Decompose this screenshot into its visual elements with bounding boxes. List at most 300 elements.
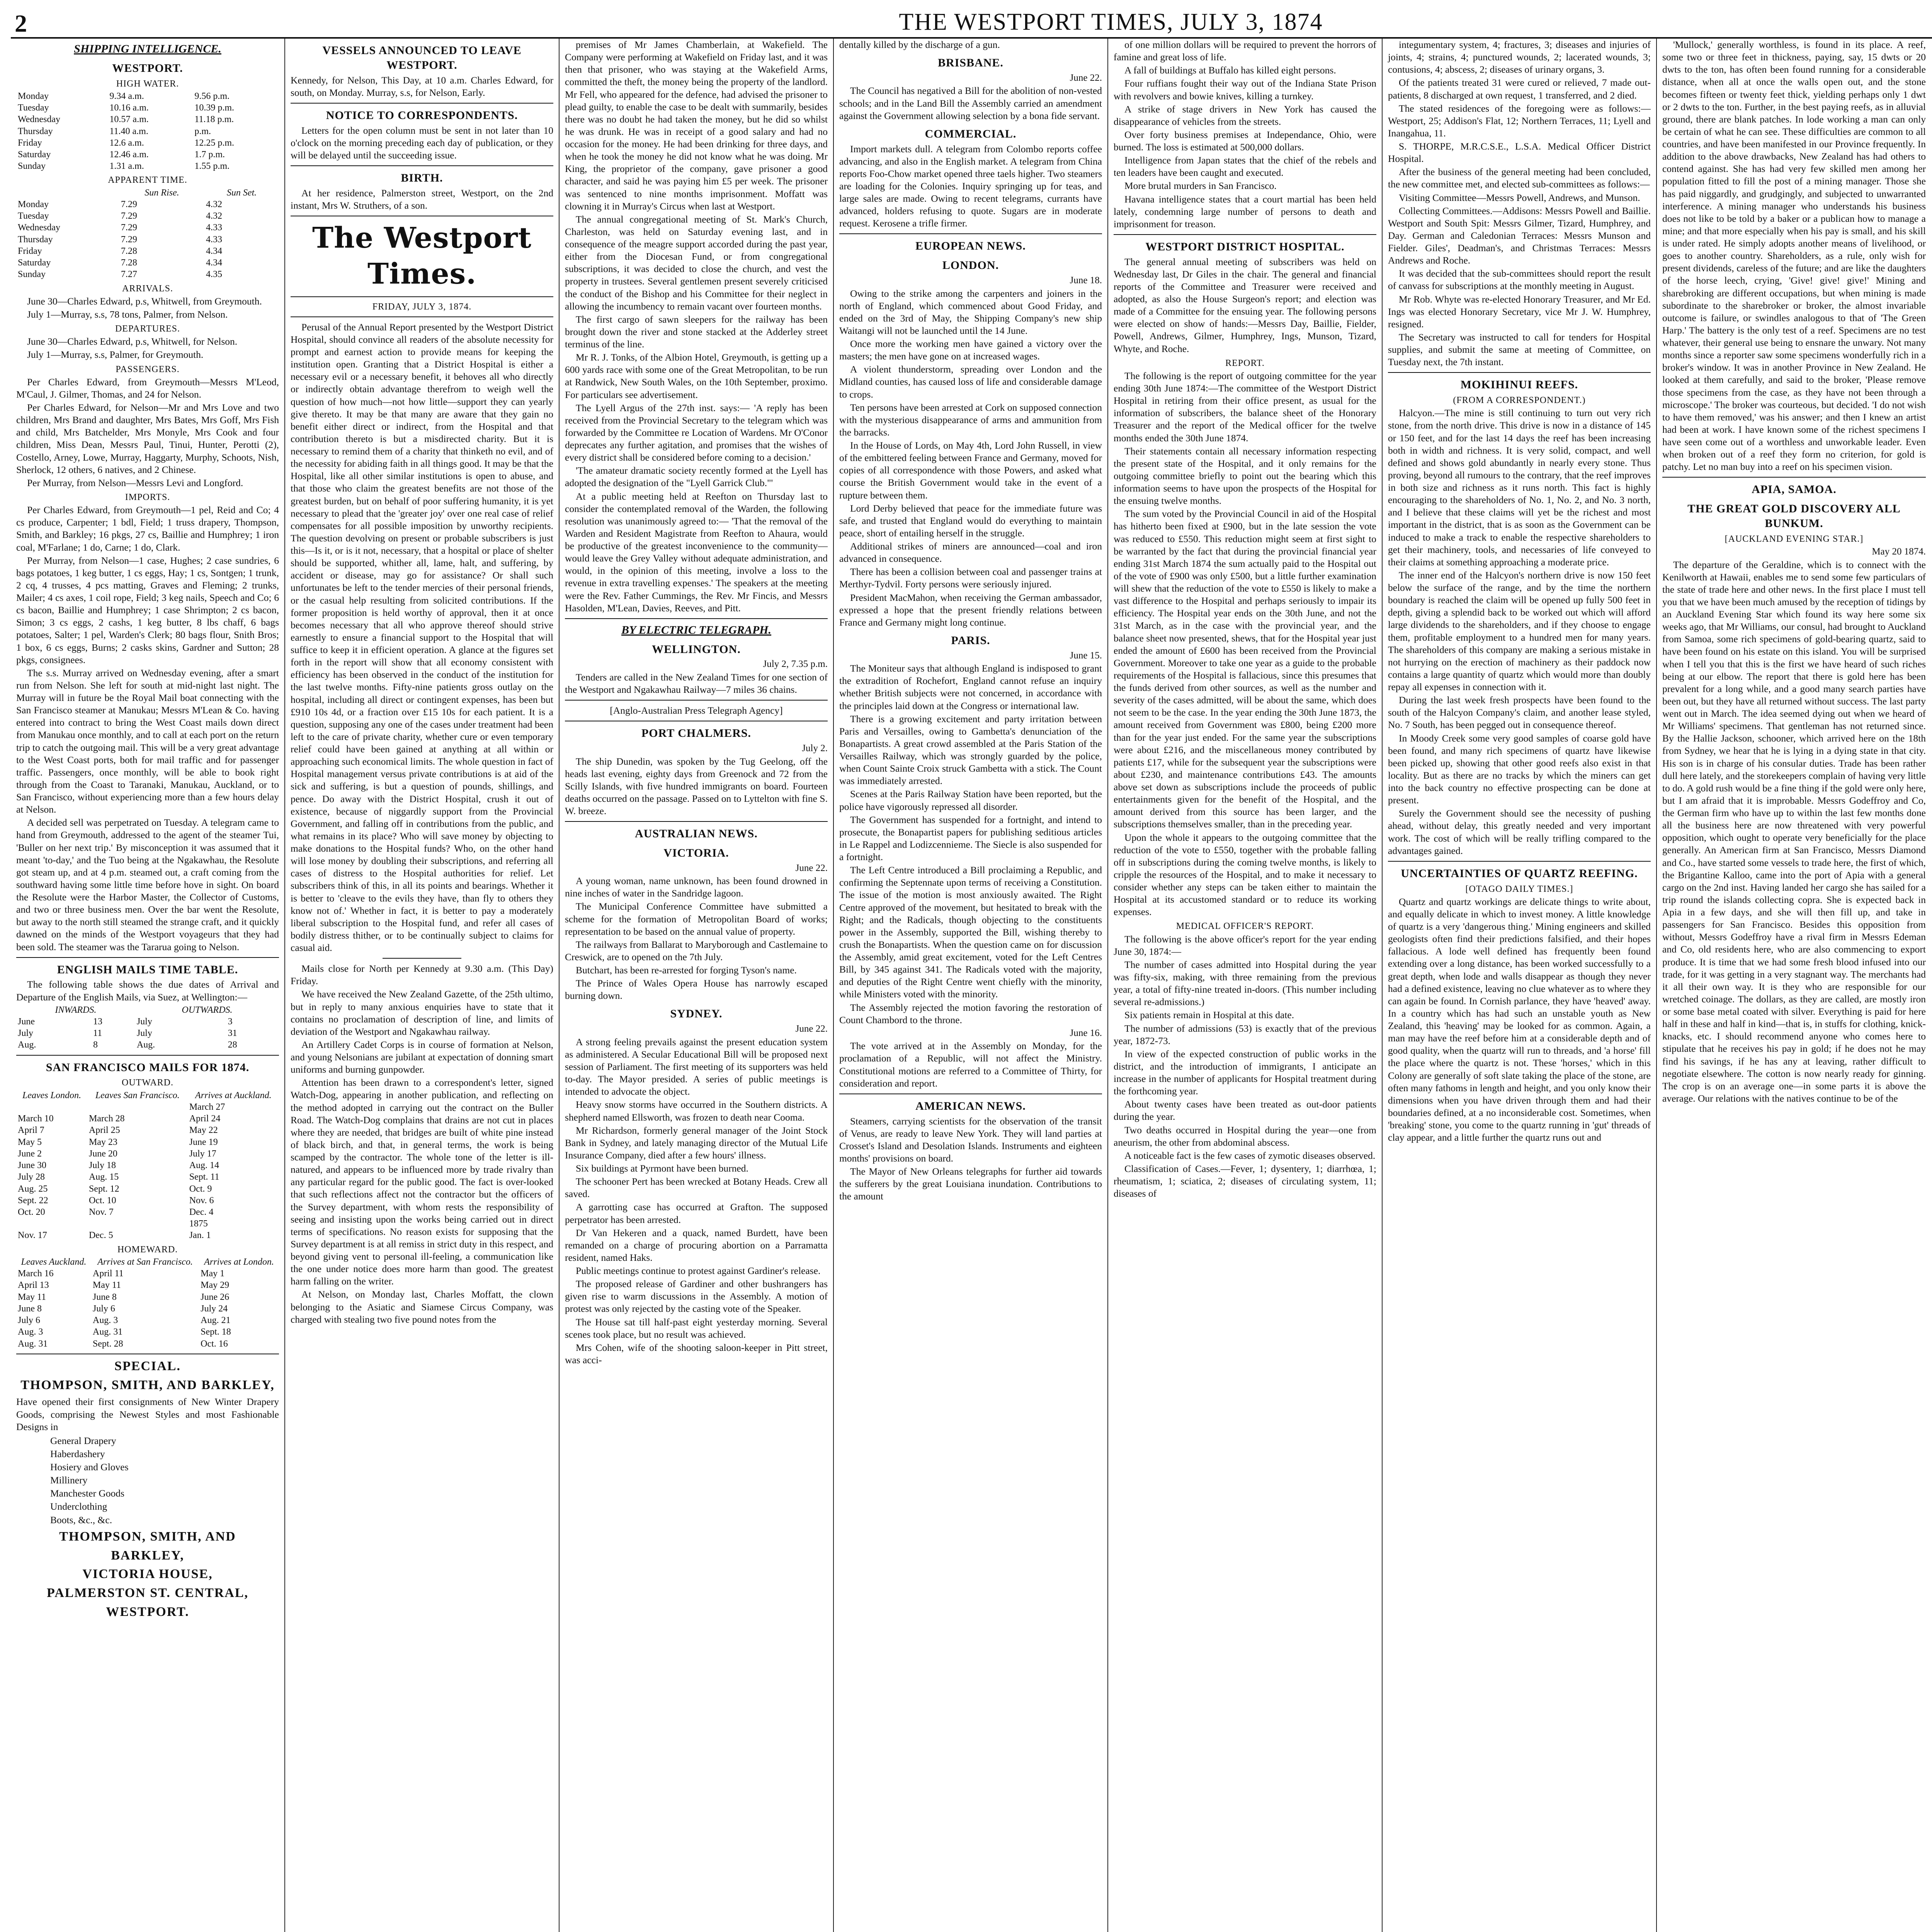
table-cell: 11 (93, 1028, 102, 1039)
paragraph: We have received the New Zealand Gazette, of the 25th ultimo, but in reply to many anxious enquiries have to state that it contains no proclamation of description of line, and limits of deviation of the Westport and Ngakawhau railway. (291, 988, 553, 1037)
table-cell: Saturday (18, 150, 51, 160)
sf-outward-row (16, 1136, 279, 1148)
table-cell: 10.16 a.m. (109, 103, 149, 113)
column-2 (285, 39, 560, 1932)
paragraph: Mails close for North per Kennedy at 9.30 a.m. (This Day) Friday. (291, 963, 553, 987)
paragraph: Two deaths occurred in Hospital during the year—one from aneurism, the other from abdominal abscess. (1114, 1124, 1376, 1148)
paragraph: In the House of Lords, on May 4th, Lord John Russell, in view of the embittered feeling between France and Germany, moved for copies of all correspondence with those Powers, and asked what course the British Government would take in the event of a rupture between them. (839, 440, 1102, 501)
paragraph: The schooner Pert has been wrecked at Botany Heads. Crew all saved. (565, 1176, 828, 1200)
table-cell: Tuesday (18, 103, 49, 113)
table-cell: Nov. 6 (189, 1195, 214, 1206)
table-cell: June 20 (88, 1148, 117, 1159)
english-mails-table (16, 1004, 279, 1051)
table-cell (16, 1218, 87, 1230)
paragraph: The Moniteur says that although England is indisposed to grant the extradition of Rochefort, England cannot refuse an inquiry whether British subjects were not concerned, in accordance with the principles laid down at the Congress or international law. (839, 663, 1102, 711)
brisbane-text: The Council has negatived a Bill for the abolition of non-vested schools; and in the Land Bill the Assembly carried an amendment against the Government allowing selection by a bona fide servant. (839, 85, 1102, 121)
table-cell: Sept. 12 (88, 1184, 119, 1194)
table-cell: Tuesday (18, 211, 49, 221)
ad-signature-2: BARKLEY, (111, 1548, 184, 1563)
paragraph: It was decided that the sub-committees should report the result of canvass for subscriptions at the monthly meeting in August. (1388, 268, 1651, 292)
table-cell: Oct. 9 (189, 1184, 212, 1194)
high-water-row (16, 149, 279, 160)
divider (839, 233, 1102, 234)
passengers-list (16, 376, 279, 489)
sun-table (16, 187, 279, 281)
telegraph-heading: BY ELECTRIC TELEGRAPH. (621, 623, 772, 636)
table-cell: Dec. 4 (189, 1207, 214, 1217)
arrivals-heading: ARRIVALS. (122, 283, 173, 294)
table-cell: July 6 (92, 1303, 115, 1314)
table-cell: 12.25 p.m. (194, 138, 235, 148)
ad-signature-1: THOMPSON, SMITH, AND (59, 1529, 236, 1544)
table-cell: June 8 (92, 1292, 117, 1302)
paragraph: Perusal of the Annual Report presented by the Westport District Hospital, should convince all readers of the absolute necessity for prompt and earnest action to provide means for keeping the institution open. Granting that a District Hospital is either a necessary evil or a necessary benefit, it behoves all who directly or indirectly obtain advantage therefrom to weigh well the question of how much—not how little—support they can yearly give thereto. It may be that many are aware that they gain no benefit either direct or indirect, from the Hospital and that contribution thereto is but a misdirected charity. But it is necessary to remind them of a charity that thinketh no evil, and of the necessity for abiding faith in all things good. It may be that the Hospital, like all other similar institutions is open to abuse, and that those who claim the greatest benefits are not those of the greatest burden, but on behalf of poor suffering humanity, it is yet necessary to plead that the 'greater joy' over one real case of relief compensates for all possible imposition by unworthy recipients. The question devolving on present or probable subscribers is just this—Is it, or is it not, necessary, that a hospital or place of shelter should be supported, whither all, lame, halt, and suffering, by accident or disease, may go for assistance? Or shall such unfortunates be left to the tender mercies of their personal friends, or the casual help resulting from solicited contributions. If the former proposition is held worthy of approval, then it at once becomes necessary that all who approve thereof should strive earnestly to ensure a financial support to the Hospital that will suffice to keep it in efficient operation. A glance at the figures set forth in the report will show that all economy consistent with efficiency has been observed in the conduct of the institution for the last twelve months. Fifty-nine patients gross outlay on the hospital, including all direct or contingent expenses, has been but £910 10s 4d, or a fraction over £15 10s for each patient. It is a question, supposing any one of the cases under treatment had been left to the care of private charity, whether cure or even temporary relief could have been gained at anything at all within or approaching such economical limits. The whole question in fact of Hospital management versus private contributions is at aid of the sick and suffering, is but a question of pounds, shillings, and pence. Do away with the District Hospital, crush it out of existence, because of niggardly support from the Provincial Government, and falling off in contributions from the public, and what remains in its place? Who will save money by objecting to make donations to the Hospital funds? Who, on the other hand will lose money by doubling their subscriptions, and referring all cases of distress to the Hospital authorities for relief. Let subscribers think of this, in all its points and bearings. Whether it is better to 'cleave to the evils they have, than fly to others they know not of.' Whether in fact, it is better to pay a moderately liberal subscription to the Hospital fund, and refer all cases of bodily distress thither, or to be continually subject to claims for casual aid. (291, 321, 553, 954)
divider (291, 165, 553, 166)
sf-outward-row (16, 1230, 279, 1241)
paragraph: The first cargo of sawn sleepers for the railway has been brought down the river and stone stacked at the Adderley street terminus of the line. (565, 313, 828, 350)
divider (291, 103, 553, 104)
table-cell: June 26 (201, 1292, 230, 1302)
port-chalmers-date: July 2. (802, 743, 828, 754)
paragraph: Collecting Committees.—Addisons: Messrs Powell and Baillie. Westport and South Spit: Messrs Gilmer, Tizard, Humphrey, and Day. German and Caledonian Terraces: Messrs Munson and Fielder. Giles', Deadman's, and Christmas Terraces: Messrs Andrews and Roche. (1388, 205, 1651, 266)
london-news (839, 287, 1102, 629)
english-mails-heading: ENGLISH MAILS TIME TABLE. (57, 963, 238, 976)
column-4 (834, 39, 1108, 1932)
sun-head-0 (16, 187, 119, 199)
table-cell: April 13 (18, 1280, 49, 1291)
paragraph: General Drapery (50, 1435, 116, 1446)
sydney-news (565, 1036, 828, 1366)
divider (1388, 372, 1651, 373)
table-cell: Aug. 15 (88, 1172, 119, 1182)
quartz-continued (1662, 39, 1926, 473)
wellington-text: Tenders are called in the New Zealand Times for one section of the Westport and Ngakawhau Railway—7 miles 36 chains. (565, 671, 828, 695)
table-cell (16, 1101, 87, 1113)
apia-source: [AUCKLAND EVENING STAR.] (1725, 534, 1864, 544)
table-cell: 4.34 (206, 246, 223, 256)
paragraph: The following is the above officer's report for the year ending June 30, 1874:— (1114, 933, 1376, 957)
table-cell: 9.56 p.m. (194, 91, 230, 101)
brisbane-date: June 22. (1070, 72, 1102, 83)
reefs-article (1388, 407, 1651, 857)
sf-out-col-2: Arrives at Auckland. (195, 1090, 272, 1100)
paragraph: Owing to the strike among the carpenters and joiners in the north of England, which commenced about Good Friday, and ended on the 3rd of May, the Shipping Company's new ship Waitangi will not be launched until the 14 June. (839, 287, 1102, 336)
american-news-heading: AMERICAN NEWS. (915, 1099, 1026, 1112)
table-cell: Sunday (18, 161, 46, 172)
paragraph: June 30—Charles Edward, p.s, Whitwell, from Greymouth. (27, 295, 262, 307)
sf-out-col-1: Leaves San Francisco. (95, 1090, 180, 1100)
paragraph: Over forty business premises at Independance, Ohio, were burned. The loss is estimated at 500,000 dollars. (1114, 129, 1376, 153)
table-cell: Aug. (18, 1040, 36, 1050)
table-cell: April 7 (18, 1125, 44, 1136)
arrivals-list (16, 295, 279, 321)
table-cell: Thursday (18, 234, 53, 245)
paragraph: The railways from Ballarat to Maryborough and Castlemaine to Creswick, are to opened on the 7th July. (565, 939, 828, 963)
divider (565, 618, 828, 619)
table-cell: p.m. (194, 126, 211, 136)
paragraph: The annual congregational meeting of St. Mark's Church, Charleston, was held on Saturday evening last, and in consequence of the meagre support accorded during the past year, either from the Diocesan Fund, or from congregational subscriptions, it was decided to close the church, and vest the property in trustees. Several gentlemen present severely criticised the conduct of the Bishop and his Committee for their neglect in allowing the incumbency to remain vacant over fourteen months. (565, 213, 828, 312)
table-cell: 7.27 (121, 269, 137, 280)
paragraph: Mr R. J. Tonks, of the Albion Hotel, Greymouth, is getting up a 600 yards race with some one of the Great Metropolitan, to be run at Randwick, New South Wales, on the 10th September, proximo. For particulars see advertisement. (565, 352, 828, 400)
paragraph: premises of Mr James Chamberlain, at Wakefield. The Company were performing at Wakefield on Friday last, and it was then that prisoner, who was staying at the Wakefield Arms, committed the theft, the money being the property of the landlord. Mr Fell, who appeared for the defence, had advised the prisoner to plead guilty, to enable the case to be dealt with summarily, besides there was no doubt he had taken the money, but he did so whilst he was drunk. He was in receipt of a good salary and had no occasion for the money. He had been drinking for three days, and when he took the money he did not know what he was doing. Mr King, the proprietor of the company, gave prisoner a good character, and said he was paying him £5 per week. The prisoner was sentenced to nine months imprisonment. Moffatt was clowning it in Murray's Circus when last at Westport. (565, 39, 828, 212)
table-cell: July (18, 1028, 34, 1039)
paragraph: Halcyon.—The mine is still continuing to turn out very rich stone, from the north drive. This drive is now in a distance of 145 or 150 feet, and for the last 14 days the reef has been increasing both in width and richness. It is very solid, compact, and well defined and shows gold abundantly in nearly every stone. Thus proving, beyond all rumours to the contrary, that the reef improves in both size and richness as it runs north. This fact is highly encouraging to the shareholders of No. 1, No. 2, and No. 3 north, and I believe that these claims will yet be the richest and most important in the district, that is as soon as the Government can be induced to make a track to enable the respective shareholders to get their machinery, tools, and necessaries of life conveyed to their claims at something approaching a moderate price. (1388, 407, 1651, 568)
sun-row (16, 245, 279, 257)
american-news (839, 1115, 1102, 1203)
sf-outward-row (16, 1101, 279, 1113)
paragraph: Four ruffians fought their way out of the Indiana State Prison with revolvers and bowie knives, killing a turnkey. (1114, 78, 1376, 102)
table-cell: Jan. 1 (189, 1230, 211, 1241)
ad-street: PALMERSTON ST. CENTRAL, (46, 1586, 249, 1600)
table-cell: 11.18 p.m. (194, 114, 234, 125)
table-cell: June 8 (18, 1303, 42, 1314)
table-cell: June 2 (18, 1148, 42, 1159)
table-cell: May 23 (88, 1137, 117, 1147)
paragraph: In Moody Creek some very good samples of coarse gold have been found, and many rich specimens of quartz have likewise been picked up, showing that other good reefs also exist in that locality. But as there are no tracks by which the miners can get into the back country no effective prospecting can be done at present. (1388, 732, 1651, 806)
table-cell: 7.29 (121, 211, 137, 221)
imports-list (16, 504, 279, 666)
wellington-date: July 2, 7.35 p.m. (763, 659, 828, 670)
table-cell: June (18, 1016, 35, 1027)
columns (11, 39, 1932, 1932)
table-cell: Oct. 20 (18, 1207, 45, 1217)
table-cell: April 24 (189, 1114, 221, 1124)
table-cell: May 11 (92, 1280, 121, 1291)
newspaper-nameplate: The Westport Times. (312, 221, 532, 291)
paragraph: A strike of stage drivers in New York has caused the disappearance of vehicles from the streets. (1114, 103, 1376, 127)
paris-date: June 15. (1070, 650, 1102, 661)
port-chalmers-text: The ship Dunedin, was spoken by the Tug Geelong, off the heads last evening, eighty days from Greenock and 72 from the Scilly Islands, with five hundred immigrants on board. Fourteen deaths occurred on the passage. Passed on to Lyttelton with fine S. W. breeze. (565, 755, 828, 817)
paragraph: The Secretary was instructed to call for tenders for Hospital supplies, and submit the same at meeting of Committee, on Tuesday next, the 7th instant. (1388, 331, 1651, 368)
table-cell: Wednesday (18, 223, 61, 233)
table-cell: 12.46 a.m. (109, 150, 149, 160)
table-cell: 7.29 (121, 223, 137, 233)
table-cell: May 5 (18, 1137, 42, 1147)
paragraph: At a public meeting held at Reefton on Thursday last to consider the contemplated removal of the Warden, the following resolution was unanimously agreed to:— 'That the removal of the Warden and Resident Magistrate from Reefton to Ahaura, would be productive of the greatest inconvenience to the community—would leave the Grey Valley without adequate administration, and would, in the opinion of this meeting, involve a loss to the revenue in extra travelling expenses.' The speakers at the meeting were the Rev. Father Cummings, the Rev. Mr Fincis, and Messrs Hasolden, M'Lean, Davies, Reeves, and Pitt. (565, 490, 828, 614)
table-cell: 12.6 a.m. (109, 138, 144, 148)
column-1 (11, 39, 285, 1932)
hospital-continued (1388, 39, 1651, 368)
divider (565, 700, 828, 701)
table-cell: 4.35 (206, 269, 223, 280)
table-cell: April 25 (88, 1125, 120, 1136)
table-cell: Aug. 25 (18, 1184, 48, 1194)
english-inwards-head: INWARDS. (55, 1005, 97, 1015)
sf-homeward-row (16, 1338, 279, 1350)
table-cell: 1875 (189, 1219, 208, 1229)
table-cell: 28 (228, 1040, 237, 1050)
paragraph: A noticeable fact is the few cases of zymotic diseases observed. (1124, 1150, 1376, 1161)
hospital-report (1114, 370, 1376, 918)
paragraph: Manchester Goods (50, 1488, 124, 1499)
paragraph: Of the patients treated 31 were cured or relieved, 7 made out-patients, 8 discharged at own request, 1 transferred, and 2 died. (1388, 77, 1651, 101)
australian-news-heading: AUSTRALIAN NEWS. (635, 827, 758, 840)
shipping-heading: SHIPPING INTELLIGENCE. (74, 43, 221, 55)
paragraph: There has been a collision between coal and passenger trains at Merthyr-Tydvil. Forty persons were seriously injured. (839, 566, 1102, 590)
paragraph: Per Charles Edward, for Nelson—Mr and Mrs Love and two children, Mrs Brand and daughter, Mrs Bates, Mrs Goff, Mrs Fish and child, Mrs Batchelder, Mrs Monyle, Mrs Cook and four children, Miss Dean, Messrs Paul, Tinui, Hunter, Perotti (2), Costello, Arney, Lowe, Murray, Haggarty, Murphy, Schoots, Nish, Sherlock, 12 others, 6 natives, and 2 Chinese. (16, 402, 279, 475)
table-cell (87, 1218, 188, 1230)
paragraph: June 30—Charles Edward, p.s, Whitwell, for Nelson. (27, 336, 238, 347)
table-cell: July 24 (201, 1303, 228, 1314)
sf-out-col-0: Leaves London. (22, 1090, 81, 1100)
table-cell: July (136, 1028, 152, 1039)
paragraph: Dr Van Hekeren and a quack, named Burdett, have been remanded on a charge of procuring abortion on a Parramatta resident, named Haks. (565, 1227, 828, 1263)
paragraph: The following is the report of outgoing committee for the year ending 30th June 1874:—The committee of the Westport District Hospital in retiring from their office present, as usual for the information of subscribers, the balance sheet of the Honorary Treasurer and the report of the Medical officer for the twelve months ended the 30th June 1874. (1114, 370, 1376, 444)
apia-heading: APIA, SAMOA. (1752, 483, 1837, 496)
sf-home-col-0: Leaves Auckland. (21, 1257, 87, 1267)
paragraph: About twenty cases have been treated as out-door patients during the year. (1114, 1099, 1376, 1122)
paris-heading: PARIS. (951, 634, 990, 647)
table-cell: Oct. 16 (201, 1338, 228, 1349)
sf-home-col-2: Arrives at London. (204, 1257, 274, 1267)
sf-homeward-heading: HOMEWARD. (117, 1244, 178, 1255)
table-cell: July (136, 1016, 152, 1027)
table-cell: March 28 (88, 1114, 125, 1124)
table-cell: 1.55 p.m. (194, 161, 230, 172)
sf-outward-row (16, 1195, 279, 1206)
american-news-continued (1114, 39, 1376, 230)
high-water-row (16, 126, 279, 137)
paragraph: Mrs Cohen, wife of the shooting saloon-keeper in Pitt street, was acci- (565, 1342, 828, 1366)
sun-row (16, 269, 279, 280)
column-3 (560, 39, 834, 1932)
table-cell: July 18 (88, 1160, 116, 1171)
sf-homeward-row (16, 1268, 279, 1279)
reefs-subheading: (FROM A CORRESPONDENT.) (1453, 395, 1586, 406)
table-cell: 31 (228, 1028, 237, 1039)
sf-outward-row (16, 1183, 279, 1195)
table-cell (87, 1101, 188, 1113)
table-cell: 8 (93, 1040, 98, 1050)
passengers-heading: PASSENGERS. (116, 364, 180, 374)
paragraph: Their statements contain all necessary information respecting the present state of the Hospital, and it only remains for the outgoing committee briefly to point out the bearing which this information seems to have upon the prospects of the Hospital for the ensuing twelve months. (1114, 445, 1376, 507)
paragraph: Attention has been drawn to a correspondent's letter, signed Watch-Dog, appearing in another publication, and reflecting on the method adopted in carrying out the contract on the Buller Road. The Watch-Dog complains that drains are not cut in places where they are needed, that bridges are built of white pine instead of black birch, and that, in general terms, the work is being scamped by the contractor. The whole tone of the letter is ill-natured, and appears to be influenced more by trade rivalry than any particular regard for the public good. The fact is over-looked that such reflections affect not the contractor but the officers of the Survey department, with whom rests the responsibility of seeing and insisting upon the works being carried out in direct terms of specifications. No reason exists for supposing that the Survey department is at all remiss in strict duty in this respect, and beyond giving vent to personal ill-feeling, a communication like the one under notice does more harm than good. The greatest harm falling on the writer. (291, 1077, 553, 1287)
sf-homeward-row (16, 1315, 279, 1326)
leader-article (291, 321, 553, 954)
divider (1662, 477, 1926, 478)
table-cell: July 6 (18, 1315, 41, 1326)
table-cell: Saturday (18, 258, 51, 268)
sun-row (16, 222, 279, 233)
table-cell: 4.33 (206, 234, 223, 245)
table-cell: Thursday (18, 126, 53, 136)
paragraph: The Prince of Wales Opera House has narrowly escaped burning down. (565, 978, 828, 1002)
sf-outward-heading: OUTWARD. (122, 1078, 173, 1088)
divider (16, 1055, 279, 1056)
paragraph: A strong feeling prevails against the present education system as administered. A Secular Educational Bill will be proposed next session of Parliament. The first meeting of its supporters was held to-day. The Mayor presided. A series of public meetings is intended to advocate the object. (565, 1036, 828, 1097)
paris-text-2: The vote arrived at in the Assembly on Monday, for the proclamation of a Republic, will not affect the Ministry. Constitutional motions are referred to a Committee of Thirty, for consideration and report. (839, 1040, 1102, 1089)
table-cell: July 17 (189, 1148, 216, 1159)
sf-homeward-row (16, 1279, 279, 1291)
quartz-source: [OTAGO DAILY TIMES.] (1465, 884, 1573, 894)
table-cell: Wednesday (18, 114, 61, 125)
apparent-time-heading: APPARENT TIME. (108, 175, 187, 185)
table-cell: Aug. 31 (92, 1327, 123, 1337)
table-cell: April 11 (92, 1269, 124, 1279)
table-cell: 9.34 a.m. (109, 91, 144, 101)
table-cell: Aug. 3 (92, 1315, 118, 1326)
paragraph: The House sat till half-past eight yesterday morning. Several scenes took place, but no result was achieved. (565, 1316, 828, 1340)
table-cell: 1.31 a.m. (109, 161, 144, 172)
table-cell: Aug. 21 (201, 1315, 231, 1326)
notice-heading: NOTICE TO CORRESPONDENTS. (326, 109, 518, 122)
vessels-heading: VESSELS ANNOUNCED TO LEAVE WESTPORT. (322, 44, 522, 71)
paragraph: Steamers, carrying scientists for the observation of the transit of Venus, are ready to leave New York. They will land parties at Crosset's Island and Desolation Islands. Instruments and eighteen months' provisions on board. (839, 1115, 1102, 1164)
english-mails-intro: The following table shows the due dates of Arrival and Departure of the English Mails, via Suez, at Wellington:— (16, 979, 279, 1003)
wellington-heading: WELLINGTON. (652, 643, 741, 656)
page-title: THE WESTPORT TIMES, JULY 3, 1874 (899, 9, 1323, 35)
divider (291, 316, 553, 317)
table-cell: 10.57 a.m. (109, 114, 149, 125)
table-cell: May 29 (201, 1280, 230, 1291)
table-cell: July 28 (18, 1172, 45, 1182)
paragraph: The Mayor of New Orleans telegraphs for further aid towards the sufferers by the great Louisiana inundation. Contributions to the amount (839, 1166, 1102, 1202)
table-cell: March 16 (18, 1269, 54, 1279)
paragraph: Per Murray, from Nelson—Messrs Levi and Longford. (27, 477, 243, 488)
paragraph: The number of cases admitted into Hospital during the year was fifty-six, making, with three remaining from the previous year, a total of fifty-nine treated in-doors. (This number including several re-admissions.) (1114, 959, 1376, 1008)
sf-outward-row (16, 1171, 279, 1183)
sydney-date: June 22. (795, 1024, 828, 1034)
sf-outward-row (16, 1148, 279, 1160)
divider (565, 821, 828, 822)
sf-outward-row (16, 1218, 279, 1230)
divider (16, 957, 279, 958)
paragraph: At Nelson, on Monday last, Charles Moffatt, the clown belonging to the Asiatic and Siamese Circus Company, was charged with stealing two five pound notes from the (291, 1289, 553, 1325)
sun-row (16, 210, 279, 222)
paragraph: In view of the expected construction of public works in the district, and the introduction of immigrants, I anticipate an increase in the number of applicants for Hospital treatment during the forthcoming year. (1114, 1048, 1376, 1097)
departures-heading: DEPARTURES. (115, 324, 180, 334)
medical-report-heading: MEDICAL OFFICER'S REPORT. (1176, 921, 1314, 932)
paragraph: Intelligence from Japan states that the chief of the rebels and ten leaders have been caught and executed. (1114, 155, 1376, 179)
apia-subheading: THE GREAT GOLD DISCOVERY ALL BUNKUM. (1687, 502, 1901, 530)
divider (1114, 234, 1376, 235)
paragraph: integumentary system, 4; fractures, 3; diseases and injuries of joints, 4; strains, 4; punctured wounds, 2; lacerated wounds, 3; contusions, 4; abscess, 2; diseases of urinary organs, 3. (1388, 39, 1651, 75)
table-cell: 11.40 a.m. (109, 126, 148, 136)
sf-homeward-row (16, 1326, 279, 1338)
sf-outward-row (16, 1124, 279, 1136)
paragraph: July 1—Murray, s.s, Palmer, for Greymouth. (27, 349, 204, 361)
ad-firm-name: THOMPSON, SMITH, AND BARKLEY, (20, 1378, 275, 1392)
quartz-heading: UNCERTAINTIES OF QUARTZ REEFING. (1401, 867, 1638, 880)
vessels-text: Kennedy, for Nelson, This Day, at 10 a.m. Charles Edward, for south, on Monday. Murray, s.s, for Nelson, Early. (291, 74, 553, 98)
paragraph: An Artillery Cadet Corps is in course of formation at Nelson, and young Nelsonians are jubilant at expectation of donning smart uniforms and burning gunpowder. (291, 1039, 553, 1075)
table-cell: Dec. 5 (88, 1230, 113, 1241)
table-cell: June 19 (189, 1137, 218, 1147)
paragraph: The s.s. Murray arrived on Wednesday evening, after a smart run from Nelson. She left for south at mid-night last night. The Murray will in future be the Royal Mail boat connecting with the San Francisco steamer at Manukau; Messrs M'Lean & Co. having entered into contract to bring the West Coast mails down direct from Manukau once monthly, and to call at each port on the return trip to catch the outgoing mail. This will be a very great advantage to the West Coast ports, both for mail traffic and for passenger traffic. Passengers, once monthly, will be able to book right through from the Coast to Taranaki, Manukau, Auckland, or to San Francisco, without experiencing more than a few hours delay at Nelson. (16, 667, 279, 815)
sf-outward-row (16, 1113, 279, 1124)
reefs-heading: MOKIHINUI REEFS. (1460, 378, 1578, 391)
port-chalmers-heading: PORT CHALMERS. (641, 727, 752, 740)
paragraph: Ten persons have been arrested at Cork on supposed connection with the mysterious disappearance of arms and ammunition from the barracks. (839, 401, 1102, 438)
table-cell: Nov. 17 (18, 1230, 47, 1241)
page-number: 2 (15, 10, 27, 37)
sun-row (16, 257, 279, 269)
paragraph: Mr Rob. Whyte was re-elected Honorary Treasurer, and Mr Ed. Ings was elected Honorary Secretary, vice Mr J. W. Humphrey, resigned. (1388, 293, 1651, 330)
victoria-news (565, 875, 828, 1002)
ad-house: VICTORIA HOUSE, (82, 1567, 213, 1582)
table-cell: 3 (228, 1016, 233, 1027)
table-cell: Aug. 3 (18, 1327, 43, 1337)
table-cell: 4.32 (206, 199, 223, 209)
sydney-heading: SYDNEY. (670, 1007, 723, 1020)
paragraph: The Municipal Conference Committee have submitted a scheme for the formation of Metropolitan Board of works; representation to be based on the annual value of property. (565, 901, 828, 937)
paragraph: President MacMahon, when receiving the German ambassador, expressed a hope that the present friendly relations between France and Germany might long continue. (839, 592, 1102, 628)
sun-head-1: Sun Rise. (145, 187, 179, 198)
paragraph: Classification of Cases.—Fever, 1; dysentery, 1; diarrhœa, 1; rheumatism, 1; sciatica, 2; diseases of circulating system, 11; diseases of (1114, 1163, 1376, 1199)
table-cell: 7.28 (121, 246, 137, 256)
commercial-text: Import markets dull. A telegram from Colombo reports coffee advancing, and also in the English market. A telegram from China reports Foo-Chow market opened three taels higher. Two steamers are loading for the Colonies. Inquiry springing up for teas, and large sales are made. Owing to recent telegrams, currants have advanced, holders refusing to quote. Sugars are in moderate request. Kerosene a trifle firmer. (839, 143, 1102, 229)
sf-mails-heading: SAN FRANCISCO MAILS FOR 1874. (46, 1061, 250, 1074)
paragraph: Once more the working men have gained a victory over the masters; the men have gone on at increased wages. (839, 338, 1102, 362)
paragraph: Scenes at the Paris Railway Station have been reported, but the police have vigorously repressed all disorder. (839, 788, 1102, 812)
paragraph: The Government has suspended for a fortnight, and intend to prosecute, the Bonapartist papers for publishing seditious articles in Le Rappel and Lodizcennieme. The Siecle is also suspended for a fortnight. (839, 814, 1102, 863)
paragraph: Surely the Government should see the necessity of pushing ahead, without delay, this greatly needed and very important work. The cost of which will be really trifling compared to the advantages gained. (1388, 808, 1651, 856)
ad-items (39, 1435, 279, 1526)
sf-homeward-row (16, 1291, 279, 1303)
paragraph: Per Murray, from Nelson—1 case, Hughes; 2 case sundries, 6 bags potatoes, 1 keg butter, 1 cs eggs, Hay; 1 cs, Sontgen; 1 trunk, 2 cq, 4 trusses, 4 pcs matting, Graves and Fleming; 2 trunks, Mailer; 4 cs axes, 1 coil rope, Field; 3 keg nails, Speech and Co; 6 cs bacon, Baillie and Humphrey; 1 case Shrimpton; 2 cs bacon, Simon; 3 cs eggs, 2 cashs, 1 keg butter, 8 lbs chaff, 6 bags potatoes, Salter; 1 pel, Warden's Clerk; 80 bags flour, Snith Bros; 1 box, 6 cs eggs, Burns; 2 casks skins, Gardner and Sutton; 28 pkgs, consignees. (16, 554, 279, 665)
sun-head-2: Sun Set. (226, 187, 257, 198)
english-mails-row (16, 1016, 279, 1027)
table-cell: Monday (18, 199, 49, 209)
paragraph: Heavy snow storms have occurred in the Southern districts. A shepherd named Ellsworth, was frozen to death near Cooma. (565, 1099, 828, 1123)
english-outwards-head: OUTWARDS. (182, 1005, 233, 1015)
sf-home-col-1: Arrives at San Francisco. (97, 1257, 193, 1267)
paragraph: A garrotting case has occurred at Grafton. The supposed perpetrator has been arrested. (565, 1201, 828, 1225)
high-water-row (16, 102, 279, 114)
paragraph: 'Mullock,' generally worthless, is found in its place. A reef, some two or three feet in thickness, paying, say, 15 dwts or 20 dwts to the ton, has often been found running for a considerable distance, when all at once the walls open out, and the stone becomes fifteen or twenty feet thick, yielding perhaps only 1 dwt or 2 dwts to the ton. Further, in the best paying reefs, as in alluvial ground, there are blank patches. In lode working a man can only be certain of what he can see. These difficulties are common to all countries, and have been manifested in our Province frequently. In addition to the above drawbacks, New Zealand has had others to contend against. She has had very few skilled men among her population fitted to fill the post of a mining manager. Those she has paid niggardly, and grudgingly, and subjected to unwarranted interference. A mining manager who understands his business does not like to be told by a baker or a publican how to manage a mine; and that more especially when his pay is small, and his skill is under rated. He simply adopts another means of livelihood, or goes to another country. Shareholders, as a rule, only wish for present dividends, careless of the future; and are like the daughters of the horse leech, crying, 'Give! give! give!' Mining and sharebroking are different occupations, but when mining is made subordinate to the sharebroker or broker, the almost invariable outcome is failure, or swindles analogous to that of 'The Green Harp.' The battery is the only test of a reef. Specimens are no test whatever, their general use being to ensnare the unwary. Not many months since a reporter saw some specimens wonderfully rich in a broker's window. It was in another Province in New Zealand. He looked at them carefully, and said to the broker, 'Please remove those specimens from the case, as they have not been through a microscope.' The broker was courteous, but decided. 'I do not wish to have them removed,' was his answer; and then I knew an artist had been at work. I have known some of the richest specimens I have seen come out of a worthless and unworkable leader. Even when broken out of a reef they form no criterion, for gold is patchy. Let no man buy into a reef on his specimen vision. (1662, 39, 1926, 473)
paragraph: A young woman, name unknown, has been found drowned in nine inches of water in the Sandridge lagoon. (565, 875, 828, 899)
table-cell: Sept. 28 (92, 1338, 123, 1349)
local-news (291, 963, 553, 1326)
paragraph: A violent thunderstorm, spreading over London and the Midland counties, has caused loss of life and considerable damage to crops. (839, 364, 1102, 400)
paragraph: A fall of buildings at Buffalo has killed eight persons. (1124, 65, 1336, 76)
paragraph: The sum voted by the Provincial Council in aid of the Hospital has hitherto been fixed at £900, but in the late session the vote was reduced to £550. This reduction might seem at first sight to be warranted by the fact that during the provincial financial year ending 31st March 1874 the sum actually paid to the Hospital out of the vote of £900 was only £500, but a little further examination will shew that the reduction of the vote to £550 is likely to make a vast difference to the Hospital and perhaps seriously to impair its efficiency. The Hospital year ends on the 30th June, and not the 31st March, as in the case with the provincial year, and the balance sheet now presented, shews, that for the Hospital year just ended the amount of £600 has been received from the Provincial Government. Moreover to take one year as a guide to the probable requirements of the Hospital is fallacious, since this presumes that the funds derived from other sources, as well as the number and severity of the cases admitted, will be about the same, which does not seem to be the case. In the year ending the 30th June 1873, the amount received from Government was £800, being £200 more than for the year just ended. For the same year the subscriptions were about £216, and the miscellaneous money contributed by patients £17, while for the subsequent year the subscriptions were about £230, and maintenance contributions £43. The amounts above set down as subscriptions include the proceeds of public entertainments given for the benefit of the Hospital, and the amount derived from this source has been larger, and the subscriptions themselves smaller, than in the preceding year. (1114, 508, 1376, 830)
paragraph: July 1—Murray, s.s, 78 tons, Palmer, from Nelson. (27, 308, 228, 320)
notice-text: Letters for the open column must be sent in not later than 10 o'clock on the morning preceding each day of publication, or they will be delayed until the succeeding issue. (291, 124, 553, 161)
paragraph: 'The amateur dramatic society recently formed at the Lyell has adopted the designation of the "Lyell Garrick Club."' (565, 465, 828, 489)
departures-list (16, 335, 279, 361)
victoria-date: June 22. (795, 862, 828, 873)
paragraph: Lord Derby believed that peace for the immediate future was safe, and trusted that England would do everything to maintain peace, short of entailing herself in the struggle. (839, 502, 1102, 539)
table-cell: May 1 (201, 1269, 225, 1279)
table-cell: Nov. 7 (88, 1207, 114, 1217)
apia-date: May 20 1874. (1872, 546, 1926, 557)
birth-heading: BIRTH. (401, 172, 443, 185)
table-cell: 1.7 p.m. (194, 150, 225, 160)
paragraph: The Lyell Argus of the 27th inst. says:— 'A reply has been received from the Provincial Secretary to the telegram which was forwarded by the Committee re Location of Wardens. Mr O'Conor deprecates any further agitation, and promises that the wishes of every district shall be considered before coming to a decision.' (565, 402, 828, 463)
paragraph: More brutal murders in San Francisco. (1124, 180, 1277, 192)
table-cell: 13 (93, 1016, 103, 1027)
table-cell: Friday (18, 246, 42, 256)
sun-row (16, 234, 279, 245)
table-cell: Sunday (18, 269, 46, 280)
shipping-news (16, 667, 279, 953)
paragraph: Additional strikes of miners are announced—coal and iron advanced in consequence. (839, 541, 1102, 565)
sf-homeward-row (16, 1303, 279, 1315)
high-water-row (16, 90, 279, 102)
high-water-table (16, 90, 279, 172)
high-water-row (16, 137, 279, 149)
table-cell: Aug. 14 (189, 1160, 219, 1171)
sf-outward-table (16, 1090, 279, 1242)
quartz-article (1388, 896, 1651, 1144)
paragraph: The stated residences of the foregoing were as follows:—Westport, 25; Addison's Flat, 12; Northern Terraces, 11; Lyell and Inangahua, 11. (1388, 102, 1651, 139)
ad-special-heading: SPECIAL. (114, 1359, 181, 1373)
paragraph: Haberdashery (50, 1448, 105, 1459)
table-cell: May 11 (18, 1292, 46, 1302)
paragraph: Millinery (50, 1475, 88, 1486)
masthead (11, 7, 1932, 39)
